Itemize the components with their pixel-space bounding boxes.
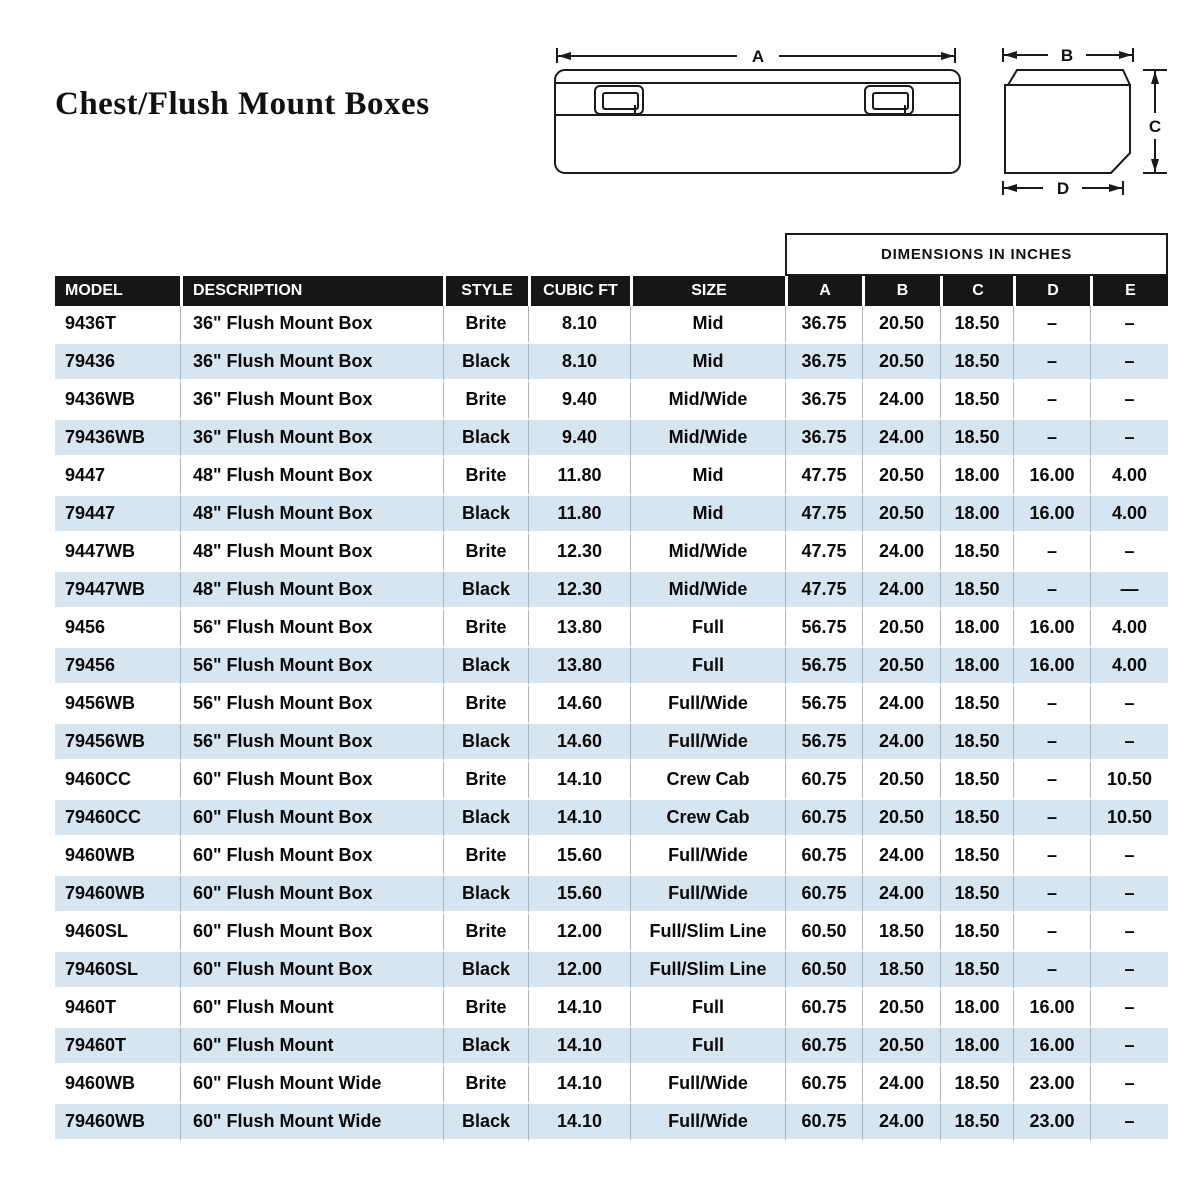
table-cell: 20.50 — [862, 990, 940, 1028]
table-cell: 36" Flush Mount Box — [180, 382, 443, 420]
table-cell: 60.75 — [785, 1028, 862, 1066]
table-cell: 18.50 — [940, 1104, 1013, 1142]
table-cell: 56" Flush Mount Box — [180, 648, 443, 686]
table-cell: 20.50 — [862, 762, 940, 800]
dim-label-d: D — [1056, 179, 1070, 198]
table-cell: 36.75 — [785, 344, 862, 382]
table-cell: Full/Slim Line — [630, 952, 785, 990]
table-row — [55, 838, 1168, 876]
table-cell: Black — [443, 800, 528, 838]
table-cell: – — [1013, 952, 1090, 990]
table-row — [55, 420, 1168, 458]
table-cell: 47.75 — [785, 458, 862, 496]
table-cell: – — [1013, 876, 1090, 914]
table-cell: – — [1090, 1028, 1168, 1066]
table-cell: 79456WB — [55, 724, 180, 762]
table-cell: – — [1090, 838, 1168, 876]
table-cell: 9460CC — [55, 762, 180, 800]
column-header-style: STYLE — [443, 276, 528, 306]
table-cell: 48" Flush Mount Box — [180, 572, 443, 610]
table-cell: 60" Flush Mount Wide — [180, 1104, 443, 1142]
table-cell: 10.50 — [1090, 800, 1168, 838]
table-cell: 13.80 — [528, 648, 630, 686]
table-row — [55, 990, 1168, 1028]
table-row — [55, 306, 1168, 344]
table-cell: 9447WB — [55, 534, 180, 572]
table-row — [55, 458, 1168, 496]
table-cell: Crew Cab — [630, 800, 785, 838]
table-cell: 24.00 — [862, 534, 940, 572]
table-cell: 18.50 — [940, 1066, 1013, 1104]
table-cell: Black — [443, 876, 528, 914]
dim-label-a: A — [751, 47, 765, 66]
table-cell: 18.00 — [940, 610, 1013, 648]
page-title: Chest/Flush Mount Boxes — [55, 86, 430, 122]
table-row — [55, 610, 1168, 648]
front-view-drawing — [555, 48, 960, 173]
table-row — [55, 1028, 1168, 1066]
table-cell: 79460T — [55, 1028, 180, 1066]
table-cell: Full/Wide — [630, 724, 785, 762]
product-diagram — [545, 33, 1195, 213]
table-cell: – — [1090, 914, 1168, 952]
table-cell: 24.00 — [862, 420, 940, 458]
table-row — [55, 382, 1168, 420]
table-row — [55, 648, 1168, 686]
table-cell: – — [1090, 420, 1168, 458]
table-cell: 16.00 — [1013, 990, 1090, 1028]
table-cell: 36.75 — [785, 420, 862, 458]
spec-table — [55, 276, 1168, 1142]
table-cell: 12.00 — [528, 952, 630, 990]
table-cell: 20.50 — [862, 648, 940, 686]
table-cell: Mid — [630, 344, 785, 382]
table-cell: 79436WB — [55, 420, 180, 458]
table-cell: 36.75 — [785, 306, 862, 344]
table-cell: 24.00 — [862, 382, 940, 420]
table-cell: 9460WB — [55, 1066, 180, 1104]
table-cell: Black — [443, 1104, 528, 1142]
table-cell: 79447 — [55, 496, 180, 534]
table-cell: – — [1090, 1066, 1168, 1104]
table-cell: Brite — [443, 762, 528, 800]
table-row — [55, 1104, 1168, 1142]
table-cell: 14.10 — [528, 1104, 630, 1142]
table-cell: 18.50 — [940, 572, 1013, 610]
table-cell: 60.50 — [785, 952, 862, 990]
table-cell: 60" Flush Mount Box — [180, 762, 443, 800]
table-cell: Mid — [630, 458, 785, 496]
table-cell: Full — [630, 990, 785, 1028]
table-cell: 24.00 — [862, 876, 940, 914]
table-cell: 60" Flush Mount Box — [180, 838, 443, 876]
table-cell: 56.75 — [785, 648, 862, 686]
table-cell: Full/Wide — [630, 1104, 785, 1142]
table-cell: 14.10 — [528, 1028, 630, 1066]
table-cell: 60.75 — [785, 762, 862, 800]
table-cell: – — [1013, 914, 1090, 952]
table-cell: 60.75 — [785, 990, 862, 1028]
column-header-dim-e: E — [1090, 276, 1168, 306]
table-cell: 18.50 — [940, 420, 1013, 458]
table-cell: – — [1090, 876, 1168, 914]
table-cell: 18.50 — [862, 914, 940, 952]
table-cell: 60" Flush Mount Box — [180, 914, 443, 952]
table-cell: 36" Flush Mount Box — [180, 306, 443, 344]
table-cell: 79460WB — [55, 876, 180, 914]
table-cell: 20.50 — [862, 496, 940, 534]
table-cell: 79447WB — [55, 572, 180, 610]
table-cell: 48" Flush Mount Box — [180, 534, 443, 572]
table-cell: 16.00 — [1013, 1028, 1090, 1066]
table-cell: 18.50 — [940, 762, 1013, 800]
table-cell: – — [1013, 686, 1090, 724]
table-cell: – — [1090, 1104, 1168, 1142]
table-cell: 79460WB — [55, 1104, 180, 1142]
table-cell: 20.50 — [862, 344, 940, 382]
table-cell: 4.00 — [1090, 648, 1168, 686]
table-cell: 60" Flush Mount Box — [180, 876, 443, 914]
table-cell: 60.75 — [785, 1104, 862, 1142]
table-cell: 60.50 — [785, 914, 862, 952]
table-cell: 56.75 — [785, 610, 862, 648]
table-cell: Brite — [443, 306, 528, 344]
table-cell: Full — [630, 1028, 785, 1066]
dimensions-group-header: DIMENSIONS IN INCHES — [785, 233, 1168, 276]
table-cell: Full/Wide — [630, 686, 785, 724]
table-cell: 18.50 — [940, 724, 1013, 762]
table-cell: 60" Flush Mount Box — [180, 800, 443, 838]
table-cell: Brite — [443, 686, 528, 724]
table-row — [55, 686, 1168, 724]
table-row — [55, 762, 1168, 800]
table-cell: 79460SL — [55, 952, 180, 990]
table-cell: 9460WB — [55, 838, 180, 876]
table-cell: 9447 — [55, 458, 180, 496]
table-cell: 60.75 — [785, 876, 862, 914]
table-cell: 18.50 — [862, 952, 940, 990]
table-cell: 47.75 — [785, 496, 862, 534]
table-cell: 12.00 — [528, 914, 630, 952]
table-cell: Mid — [630, 496, 785, 534]
table-cell: Crew Cab — [630, 762, 785, 800]
table-row — [55, 800, 1168, 838]
table-cell: 4.00 — [1090, 610, 1168, 648]
table-cell: 18.00 — [940, 648, 1013, 686]
table-cell: 18.00 — [940, 458, 1013, 496]
table-cell: 18.50 — [940, 800, 1013, 838]
table-cell: – — [1013, 344, 1090, 382]
table-cell: Black — [443, 648, 528, 686]
table-cell: Black — [443, 420, 528, 458]
table-cell: 11.80 — [528, 496, 630, 534]
table-cell: 9456WB — [55, 686, 180, 724]
table-cell: Black — [443, 572, 528, 610]
table-cell: – — [1090, 952, 1168, 990]
table-cell: 9436WB — [55, 382, 180, 420]
table-cell: 18.50 — [940, 838, 1013, 876]
table-cell: Brite — [443, 1066, 528, 1104]
table-cell: 79456 — [55, 648, 180, 686]
table-cell: 10.50 — [1090, 762, 1168, 800]
table-cell: Brite — [443, 990, 528, 1028]
table-row — [55, 572, 1168, 610]
table-cell: 14.10 — [528, 990, 630, 1028]
table-cell: – — [1013, 534, 1090, 572]
table-cell: 24.00 — [862, 686, 940, 724]
table-cell: 14.10 — [528, 1066, 630, 1104]
table-cell: Full/Slim Line — [630, 914, 785, 952]
table-cell: 47.75 — [785, 572, 862, 610]
table-cell: – — [1090, 306, 1168, 344]
table-cell: Full/Wide — [630, 1066, 785, 1104]
box-dimension-drawing — [545, 33, 1195, 208]
table-cell: 9460SL — [55, 914, 180, 952]
table-cell: 60" Flush Mount Wide — [180, 1066, 443, 1104]
table-cell: 60" Flush Mount — [180, 1028, 443, 1066]
table-cell: 18.50 — [940, 952, 1013, 990]
table-cell: 9.40 — [528, 420, 630, 458]
table-cell: 18.50 — [940, 382, 1013, 420]
table-cell: 56" Flush Mount Box — [180, 686, 443, 724]
table-cell: 47.75 — [785, 534, 862, 572]
table-cell: 18.50 — [940, 344, 1013, 382]
column-header-dim-a: A — [785, 276, 862, 306]
column-header-dim-c: C — [940, 276, 1013, 306]
table-cell: Black — [443, 724, 528, 762]
table-cell: Full — [630, 648, 785, 686]
table-cell: – — [1090, 686, 1168, 724]
dim-label-c: C — [1148, 117, 1162, 136]
table-cell: 18.50 — [940, 914, 1013, 952]
table-cell: 14.60 — [528, 686, 630, 724]
table-cell: 36" Flush Mount Box — [180, 344, 443, 382]
table-cell: 79460CC — [55, 800, 180, 838]
table-cell: Brite — [443, 534, 528, 572]
table-row — [55, 876, 1168, 914]
table-cell: 16.00 — [1013, 496, 1090, 534]
table-cell: 60.75 — [785, 800, 862, 838]
table-cell: 24.00 — [862, 572, 940, 610]
table-cell: Full/Wide — [630, 876, 785, 914]
column-header-description: DESCRIPTION — [180, 276, 443, 306]
table-cell: 56.75 — [785, 686, 862, 724]
table-cell: Brite — [443, 382, 528, 420]
table-cell: Mid/Wide — [630, 534, 785, 572]
table-cell: 15.60 — [528, 876, 630, 914]
table-cell: 16.00 — [1013, 458, 1090, 496]
table-cell: Mid/Wide — [630, 420, 785, 458]
table-cell: – — [1090, 534, 1168, 572]
table-cell: 9.40 — [528, 382, 630, 420]
dim-label-b: B — [1060, 46, 1074, 65]
table-cell: 12.30 — [528, 572, 630, 610]
table-cell: Mid/Wide — [630, 572, 785, 610]
table-cell: – — [1090, 344, 1168, 382]
table-cell: Black — [443, 496, 528, 534]
table-cell: – — [1013, 762, 1090, 800]
side-view-drawing — [1003, 48, 1167, 195]
table-cell: — — [1090, 572, 1168, 610]
column-header-model: MODEL — [55, 276, 180, 306]
table-cell: 9456 — [55, 610, 180, 648]
table-cell: 24.00 — [862, 724, 940, 762]
table-cell: Mid/Wide — [630, 382, 785, 420]
table-cell: 24.00 — [862, 838, 940, 876]
table-cell: – — [1013, 838, 1090, 876]
table-cell: Black — [443, 344, 528, 382]
header-row — [55, 276, 1168, 306]
table-cell: Full — [630, 610, 785, 648]
table-cell: 14.60 — [528, 724, 630, 762]
table-cell: 4.00 — [1090, 458, 1168, 496]
table-cell: – — [1090, 382, 1168, 420]
table-cell: 56.75 — [785, 724, 862, 762]
table-cell: 14.10 — [528, 762, 630, 800]
table-row — [55, 724, 1168, 762]
table-row — [55, 952, 1168, 990]
table-row — [55, 496, 1168, 534]
table-cell: 36.75 — [785, 382, 862, 420]
table-cell: Brite — [443, 610, 528, 648]
table-cell: 18.50 — [940, 876, 1013, 914]
table-cell: 18.50 — [940, 534, 1013, 572]
table-cell: 8.10 — [528, 306, 630, 344]
table-cell: 11.80 — [528, 458, 630, 496]
table-cell: 13.80 — [528, 610, 630, 648]
table-cell: 24.00 — [862, 1104, 940, 1142]
table-cell: Mid — [630, 306, 785, 344]
table-cell: 56" Flush Mount Box — [180, 724, 443, 762]
table-cell: 4.00 — [1090, 496, 1168, 534]
table-cell: 79436 — [55, 344, 180, 382]
table-cell: 14.10 — [528, 800, 630, 838]
table-cell: 12.30 — [528, 534, 630, 572]
table-cell: 20.50 — [862, 800, 940, 838]
table-cell: – — [1013, 800, 1090, 838]
table-cell: Brite — [443, 458, 528, 496]
table-cell: 18.50 — [940, 306, 1013, 344]
table-cell: 20.50 — [862, 610, 940, 648]
column-header-dim-b: B — [862, 276, 940, 306]
table-cell: 20.50 — [862, 306, 940, 344]
table-cell: 20.50 — [862, 1028, 940, 1066]
table-cell: 36" Flush Mount Box — [180, 420, 443, 458]
table-cell: – — [1013, 572, 1090, 610]
table-cell: – — [1090, 990, 1168, 1028]
table-cell: Brite — [443, 838, 528, 876]
table-cell: – — [1013, 724, 1090, 762]
table-cell: 60" Flush Mount Box — [180, 952, 443, 990]
table-cell: 8.10 — [528, 344, 630, 382]
table-cell: 56" Flush Mount Box — [180, 610, 443, 648]
table-cell: 16.00 — [1013, 648, 1090, 686]
table-cell: – — [1090, 724, 1168, 762]
column-header-cubic-ft: CUBIC FT — [528, 276, 630, 306]
table-cell: 60.75 — [785, 1066, 862, 1104]
table-cell: 20.50 — [862, 458, 940, 496]
table-cell: – — [1013, 420, 1090, 458]
table-cell: Full/Wide — [630, 838, 785, 876]
table-cell: 9436T — [55, 306, 180, 344]
table-cell: 48" Flush Mount Box — [180, 496, 443, 534]
table-cell: – — [1013, 382, 1090, 420]
table-cell: 18.50 — [940, 686, 1013, 724]
table-cell: Black — [443, 1028, 528, 1066]
table-cell: Black — [443, 952, 528, 990]
table-cell: 18.00 — [940, 1028, 1013, 1066]
table-row — [55, 534, 1168, 572]
table-cell: 18.00 — [940, 496, 1013, 534]
table-row — [55, 344, 1168, 382]
table-cell: 23.00 — [1013, 1104, 1090, 1142]
column-header-dim-d: D — [1013, 276, 1090, 306]
table-row — [55, 1066, 1168, 1104]
table-row — [55, 914, 1168, 952]
table-cell: 48" Flush Mount Box — [180, 458, 443, 496]
table-cell: 16.00 — [1013, 610, 1090, 648]
table-cell: – — [1013, 306, 1090, 344]
table-cell: Brite — [443, 914, 528, 952]
table-cell: 15.60 — [528, 838, 630, 876]
table-cell: 24.00 — [862, 1066, 940, 1104]
table-cell: 9460T — [55, 990, 180, 1028]
table-cell: 18.00 — [940, 990, 1013, 1028]
table-cell: 23.00 — [1013, 1066, 1090, 1104]
table-cell: 60.75 — [785, 838, 862, 876]
table-cell: 60" Flush Mount — [180, 990, 443, 1028]
spec-table-body — [55, 306, 1168, 1142]
column-header-size: SIZE — [630, 276, 785, 306]
